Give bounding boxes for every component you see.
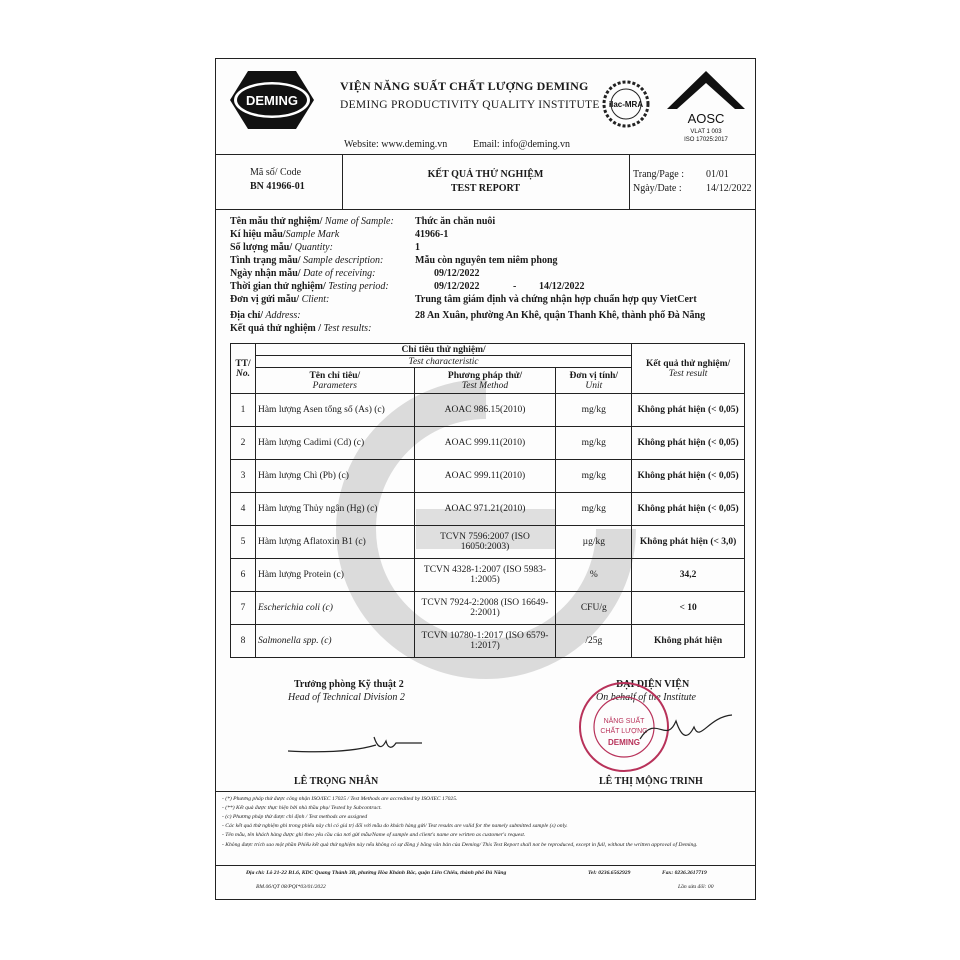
title-vn: KẾT QUẢ THỬ NGHIỆM <box>427 169 544 180</box>
svg-text:DEMING: DEMING <box>246 93 298 108</box>
info-label: Đơn vị gửi mẫu/ Client: <box>230 294 330 305</box>
code-box <box>216 155 343 209</box>
col-param-header: Tên chỉ tiêu/ Parameters <box>255 368 414 394</box>
footnote: - Không được trích sao một phần Phiếu kết quả thử nghiệm này nếu không có sự đồng ý bằng văn bản của Deming/ This Test Report shall not be reproduced, except in full, without the written approval of Deming. <box>222 842 698 848</box>
row-no: 8 <box>231 625 256 658</box>
left-signature <box>286 731 426 766</box>
table-row <box>231 394 745 427</box>
row-no: 2 <box>231 427 256 460</box>
group-header-en: Test characteristic <box>255 356 631 368</box>
row-result: Không phát hiện (< 0,05) <box>632 493 745 526</box>
left-signer-name: LÊ TRỌNG NHÂN <box>294 776 379 787</box>
institute-address: Địa chỉ: Lô 21-22 B1.6, KDC Quang Thành 3B, phường Hòa Khánh Bắc, quận Liên Chiểu, thành phố Đà Nẵng <box>246 870 507 876</box>
title-en: TEST REPORT <box>450 183 521 194</box>
row-param: Hàm lượng Thủy ngân (Hg) (c) <box>255 493 414 526</box>
info-label: Số lượng mẫu/ Quantity: <box>230 242 333 253</box>
footnote: - (**) Kết quả được thực hiện bởi nhà thầu phụ/ Tested by Subcontract. <box>222 805 382 811</box>
date-label: Ngày/Date : <box>633 183 682 194</box>
row-unit: CFU/g <box>556 592 632 625</box>
row-param: Salmonella spp. (c) <box>255 625 414 658</box>
row-method: AOAC 971.21(2010) <box>414 493 556 526</box>
row-result: Không phát hiện (< 3,0) <box>632 526 745 559</box>
info-label: Thời gian thử nghiệm/ Testing period: <box>230 281 389 292</box>
footnote: - Các kết quả thử nghiệm ghi trong phiếu này chỉ có giá trị đối với mẫu do khách hàng gửi/ Test results are valid for the namely submitted sample (s) only. <box>222 823 568 829</box>
report-header-band <box>216 154 755 210</box>
info-value: 09/12/2022 <box>434 281 480 292</box>
row-no: 3 <box>231 460 256 493</box>
results-table <box>230 343 745 658</box>
website: Website: www.deming.vn <box>344 139 448 150</box>
footnote: - Tên mẫu, tên khách hàng được ghi theo yêu cầu của nơi gửi mẫu/Name of sample and client's name are written as customer's request. <box>222 832 526 838</box>
table-row <box>231 625 745 658</box>
footnote: - (*) Phương pháp thử được công nhận ISO/IEC 17025 / Test Methods are accredited by ISO/IEC 17025. <box>222 796 458 802</box>
code-label: Mã số/ Code <box>250 167 302 178</box>
form-code: BM.06/QT 08/PQI*03/01/2022 <box>256 884 326 890</box>
page-date-box <box>629 155 756 209</box>
test-report-page <box>215 58 756 900</box>
row-unit: /25g <box>556 625 632 658</box>
col-unit-header: Đơn vị tính/ Unit <box>556 368 632 394</box>
svg-text:ilac-MRA: ilac-MRA <box>608 100 644 109</box>
row-method: TCVN 7924-2:2008 (ISO 16649-2:2001) <box>414 592 556 625</box>
table-row <box>231 427 745 460</box>
row-result: 34,2 <box>632 559 745 592</box>
svg-text:CHẤT LƯỢNG: CHẤT LƯỢNG <box>600 728 648 735</box>
right-signer-title-vn: ĐẠI DIỆN VIỆN <box>616 679 690 690</box>
row-no: 7 <box>231 592 256 625</box>
revision: Lần sửa đổi: 00 <box>678 884 714 890</box>
svg-text:NĂNG SUẤT: NĂNG SUẤT <box>603 718 645 725</box>
info-label: Địa chỉ/ Address: <box>230 310 301 321</box>
row-unit: µg/kg <box>556 526 632 559</box>
row-result: Không phát hiện (< 0,05) <box>632 394 745 427</box>
left-signer-title-en: Head of Technical Division 2 <box>288 692 405 703</box>
row-no: 1 <box>231 394 256 427</box>
row-method: TCVN 7596:2007 (ISO 16050:2003) <box>414 526 556 559</box>
code-value: BN 41966-01 <box>250 181 305 192</box>
row-unit: mg/kg <box>556 427 632 460</box>
institute-name-en: DEMING PRODUCTIVITY QUALITY INSTITUTE <box>340 99 600 111</box>
row-method: TCVN 10780-1:2017 (ISO 6579-1:2017) <box>414 625 556 658</box>
left-signer-title-vn: Trưởng phòng Kỹ thuật 2 <box>294 679 404 690</box>
info-value: 41966-1 <box>415 229 449 240</box>
info-value: - <box>513 281 517 292</box>
info-value: Thức ăn chăn nuôi <box>415 216 496 227</box>
table-row <box>231 493 745 526</box>
row-unit: mg/kg <box>556 394 632 427</box>
ilac-mra-logo <box>601 77 651 131</box>
page-value: 01/01 <box>706 169 729 180</box>
row-unit: % <box>556 559 632 592</box>
info-value: 14/12/2022 <box>539 281 585 292</box>
row-no: 6 <box>231 559 256 592</box>
row-method: AOAC 999.11(2010) <box>414 427 556 460</box>
info-label: Tình trạng mẫu/ Sample description: <box>230 255 384 266</box>
row-param: Hàm lượng Cadimi (Cd) (c) <box>255 427 414 460</box>
institute-fax: Fax: 0236.3617719 <box>662 870 707 876</box>
email: Email: info@deming.vn <box>473 139 570 150</box>
svg-text:ISO 17025:2017: ISO 17025:2017 <box>684 137 728 143</box>
row-result: Không phát hiện (< 0,05) <box>632 427 745 460</box>
svg-text:DEMING: DEMING <box>608 738 640 747</box>
row-method: AOAC 986.15(2010) <box>414 394 556 427</box>
date-value: 14/12/2022 <box>706 183 752 194</box>
info-label: Ngày nhận mẫu/ Date of receiving: <box>230 268 376 279</box>
info-value: 28 An Xuân, phường An Khê, quận Thanh Khê, thành phố Đà Nẵng <box>415 310 706 321</box>
row-unit: mg/kg <box>556 493 632 526</box>
right-signature <box>636 709 736 754</box>
footnote: - (c) Phương pháp thử được chỉ định / Test methods are assigned <box>222 814 368 820</box>
row-param: Hàm lượng Chì (Pb) (c) <box>255 460 414 493</box>
svg-text:AOSC: AOSC <box>687 111 725 126</box>
row-method: TCVN 4328-1:2007 (ISO 5983-1:2005) <box>414 559 556 592</box>
aosc-logo <box>661 67 751 143</box>
row-param: Hàm lượng Asen tổng số (As) (c) <box>255 394 414 427</box>
table-row <box>231 460 745 493</box>
row-no: 5 <box>231 526 256 559</box>
row-method: AOAC 999.11(2010) <box>414 460 556 493</box>
info-value: 1 <box>415 242 420 253</box>
institute-phone: Tel: 0236.6562929 <box>588 870 631 876</box>
group-header-vn: Chỉ tiêu thử nghiệm/ <box>255 344 631 356</box>
row-result: < 10 <box>632 592 745 625</box>
row-result: Không phát hiện <box>632 625 745 658</box>
deming-logo <box>228 69 316 131</box>
table-row <box>231 559 745 592</box>
col-no-header: TT/ No. <box>231 344 256 394</box>
info-label: Kết quả thử nghiệm / Test results: <box>230 323 372 334</box>
col-method-header: Phương pháp thử/ Test Method <box>414 368 556 394</box>
svg-text:VLAT 1 003: VLAT 1 003 <box>690 129 722 135</box>
row-no: 4 <box>231 493 256 526</box>
row-unit: mg/kg <box>556 460 632 493</box>
row-param: Hàm lượng Protein (c) <box>255 559 414 592</box>
right-signer-title-en: On behalf of the Institute <box>596 692 696 703</box>
table-row <box>231 592 745 625</box>
col-result-header: Kết quả thử nghiệm/ Test result <box>632 344 745 394</box>
row-result: Không phát hiện (< 0,05) <box>632 460 745 493</box>
info-label: Tên mẫu thử nghiệm/ Name of Sample: <box>230 216 394 227</box>
footnote-divider <box>216 791 755 792</box>
page-label: Trang/Page : <box>633 169 685 180</box>
right-signer-name: LÊ THỊ MỘNG TRINH <box>599 776 703 787</box>
info-value: Mẫu còn nguyên tem niêm phong <box>415 255 558 266</box>
row-param: Escherichia coli (c) <box>255 592 414 625</box>
address-divider <box>216 865 755 866</box>
institute-name-vn: VIỆN NĂNG SUẤT CHẤT LƯỢNG DEMING <box>340 79 589 93</box>
info-value: Trung tâm giám định và chứng nhận hợp chuẩn hợp quy VietCert <box>415 294 697 305</box>
info-value: 09/12/2022 <box>434 268 480 279</box>
row-param: Hàm lượng Aflatoxin B1 (c) <box>255 526 414 559</box>
table-row <box>231 526 745 559</box>
info-label: Kí hiệu mẫu/Sample Mark <box>230 229 340 240</box>
